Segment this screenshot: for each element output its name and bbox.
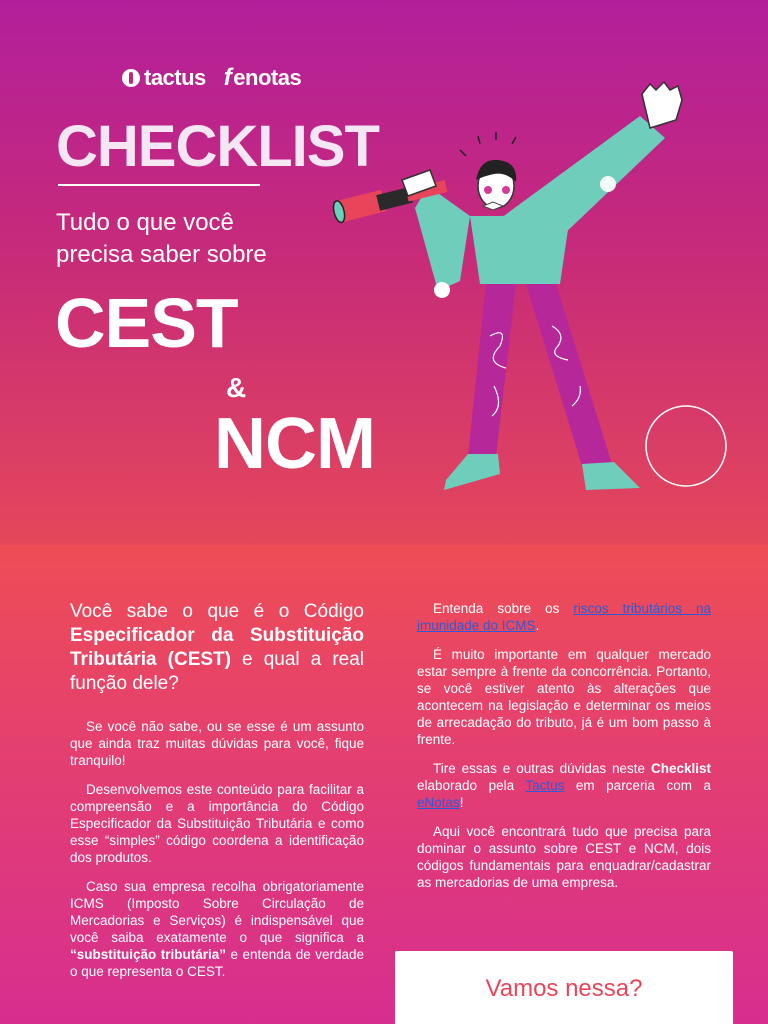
paragraph: Se você não sabe, ou se esse é um assunto que ainda traz muitas dúvidas para você, fique tranquilo! <box>70 719 364 768</box>
tactus-logo: tactus <box>122 65 206 91</box>
headline-cest: CEST <box>55 284 238 362</box>
page-title: CHECKLIST <box>56 114 379 179</box>
headline-ampersand: & <box>226 372 247 403</box>
left-arm <box>415 186 470 291</box>
tactus-link[interactable]: Tactus <box>525 778 565 793</box>
enotas-logo: f enotas <box>223 64 302 91</box>
subtitle-line-2: precisa saber sobre <box>56 241 267 268</box>
person-with-spyglass-illustration <box>320 76 740 496</box>
paragraph: Entenda sobre os riscos tributários na imunidade do ICMS. <box>417 601 712 633</box>
paragraph: É muito importante em qualquer mercado estar sempre à frente da concorrência. Portanto, se você estiver atento às alterações que acontecem na legislação e determinar os meios de arrecadação do tributo, já é um bom passo à frente. <box>417 647 711 747</box>
tactus-logo-icon <box>122 69 140 87</box>
intro-column-right <box>417 600 711 903</box>
subtitle <box>56 207 356 271</box>
subtitle-line-1: Tudo o que você <box>56 209 234 236</box>
vamos-nessa-button[interactable] <box>395 951 733 1031</box>
risks-link[interactable]: riscos tributários na imunidade do ICMS <box>417 601 712 633</box>
brand-logos <box>122 64 301 92</box>
paragraph: Aqui você encontrará tudo que precisa para dominar o assunto sobre CEST e NCM, dois códigos fundamentais para enquadrar/cadastrar as mercadorias de uma empresa. <box>417 824 711 890</box>
left-shoe <box>444 454 500 490</box>
enotas-logo-icon: f <box>223 64 232 91</box>
cta-label: Vamos nessa? <box>485 975 643 1002</box>
raised-hand <box>642 82 682 128</box>
title-divider <box>58 184 260 186</box>
paragraph: Tire essas e outras dúvidas neste Checklist elaborado pela Tactus em parceria com a eNotas! <box>417 761 711 810</box>
lead-question: Você sabe o que é o Código Especificador da Substituição Tributária (CEST) e qual a real função dele? <box>70 601 364 694</box>
intro-column-left <box>70 600 364 992</box>
decorative-circle <box>646 406 726 486</box>
enotas-link[interactable]: eNotas <box>417 795 460 810</box>
paragraph: Desenvolvemos este conteúdo para facilitar a compreensão e a importância do Código Especificador da Substituição Tributária e como esse “simples” código coordena a identificação dos produtos. <box>70 782 364 865</box>
lead-highlight: Especificador da Substituição Tributária (CEST) <box>70 625 364 670</box>
headline-ncm: NCM <box>214 404 375 484</box>
left-leg <box>468 284 516 456</box>
paragraph: Caso sua empresa recolha obrigatoriamente ICMS (Imposto Sobre Circulação de Mercadorias e Serviços) é indispensável que você saiba exatamente o que significa a “substituição tributária” e entenda de verdade o que representa o CEST. <box>70 879 364 979</box>
torso <box>470 216 570 284</box>
right-leg <box>526 284 612 466</box>
right-shoe <box>582 462 640 490</box>
